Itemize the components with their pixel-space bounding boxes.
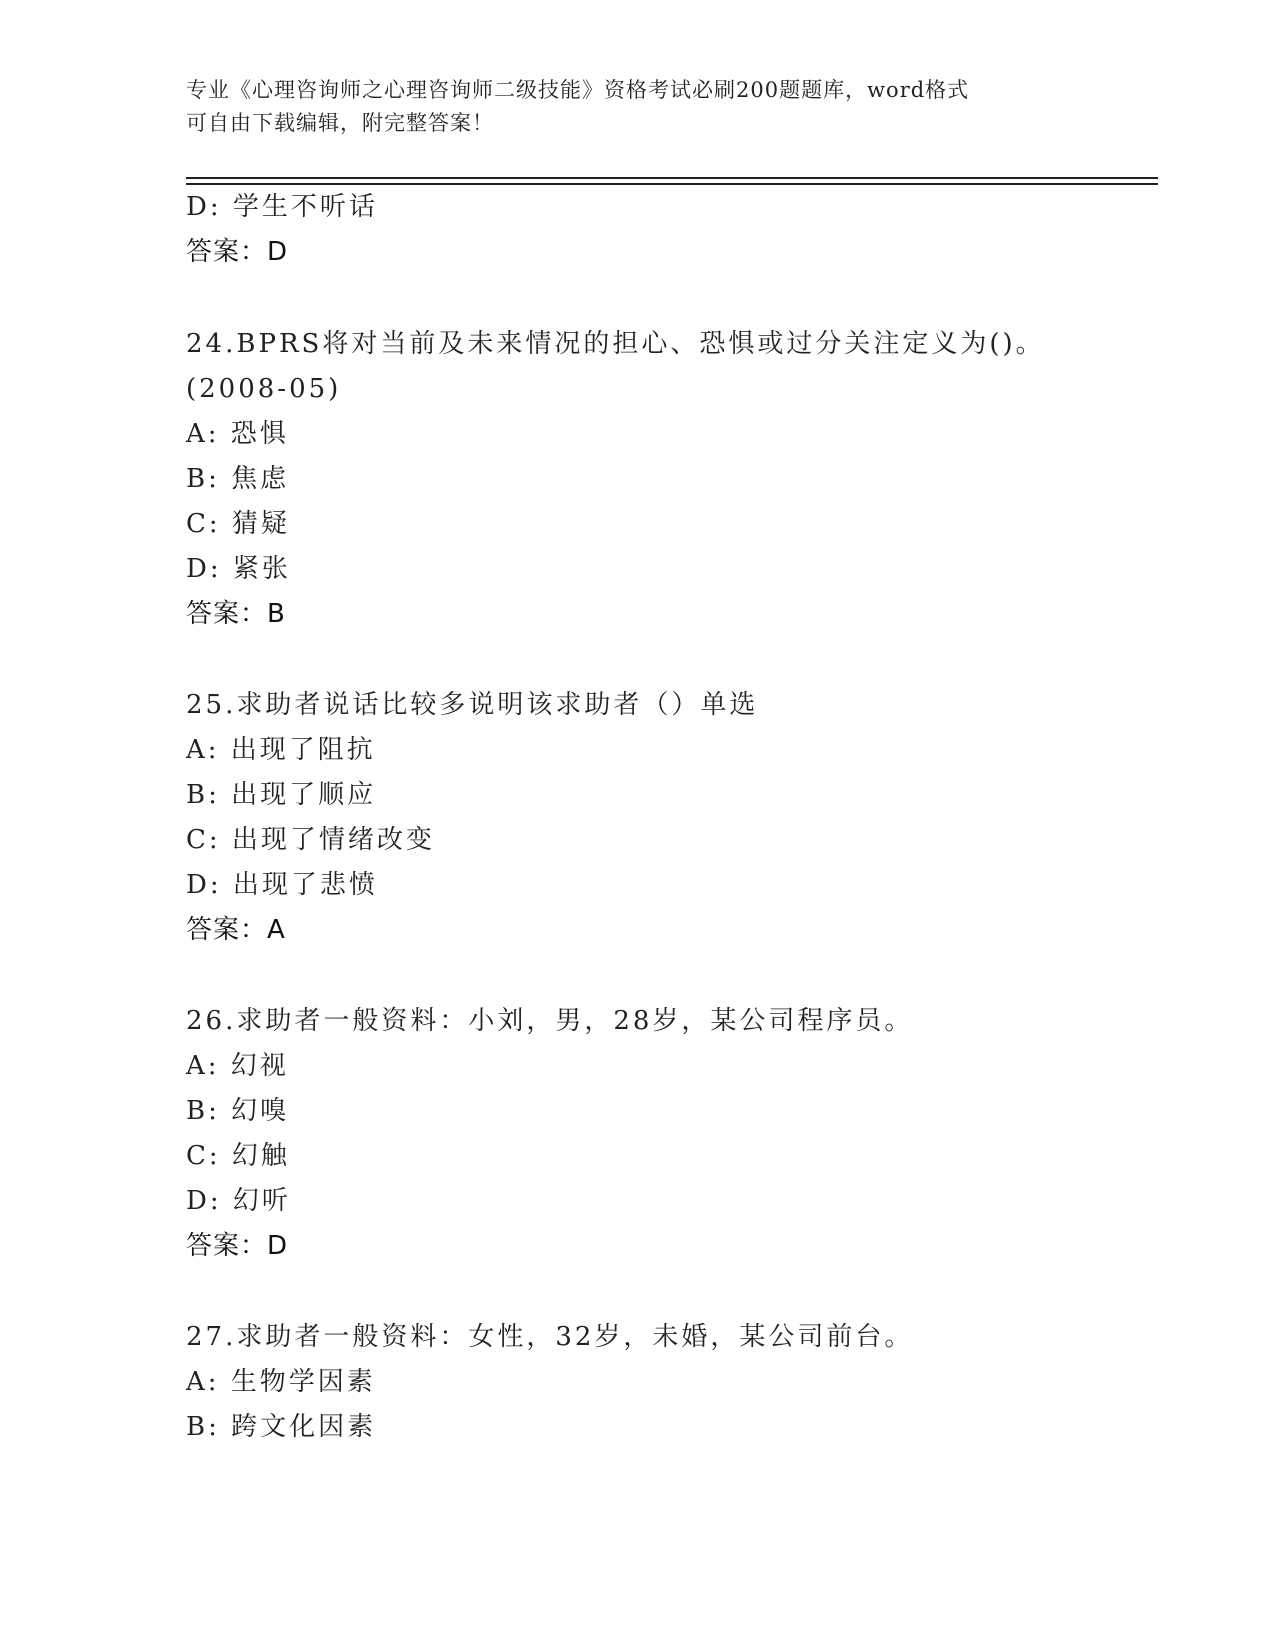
question-25-option-b: B: 出现了顺应 xyxy=(186,780,377,810)
question-27-option-a: A: 生物学因素 xyxy=(186,1367,376,1397)
question-26-option-d: D: 幻听 xyxy=(186,1186,291,1216)
header-rule-top xyxy=(186,177,1158,179)
question-24-answer: 答案：B xyxy=(186,599,286,629)
header-title-line-1: 专业《心理咨询师之心理咨询师二级技能》资格考试必刷200题题库，word格式 xyxy=(186,78,970,102)
question-25-option-d: D: 出现了悲愤 xyxy=(186,870,378,900)
question-25-option-a: A: 出现了阻抗 xyxy=(186,735,376,765)
question-24-option-c: C: 猜疑 xyxy=(186,509,290,539)
question-27-stem: 27.求助者一般资料：女性，32岁，未婚，某公司前台。 xyxy=(186,1322,914,1352)
question-24-stem-cont: (2008-05) xyxy=(186,374,342,404)
question-24-option-b: B: 焦虑 xyxy=(186,464,290,494)
prev-answer: 答案：D xyxy=(186,237,289,267)
prev-option-d: D: 学生不听话 xyxy=(186,192,378,222)
question-26-option-c: C: 幻触 xyxy=(186,1141,290,1171)
question-25-answer: 答案：A xyxy=(186,915,286,945)
question-27-option-b: B: 跨文化因素 xyxy=(186,1412,377,1442)
question-26-answer: 答案：D xyxy=(186,1231,289,1261)
header-rule-bottom xyxy=(186,183,1158,185)
question-24-stem: 24.BPRS将对当前及未来情况的担心、恐惧或过分关注定义为()。 xyxy=(186,329,1045,359)
header-title-line-2: 可自由下载编辑，附完整答案！ xyxy=(186,111,494,135)
question-26-stem: 26.求助者一般资料：小刘，男，28岁，某公司程序员。 xyxy=(186,1006,914,1036)
question-24-option-d: D: 紧张 xyxy=(186,554,291,584)
question-25-option-c: C: 出现了情绪改变 xyxy=(186,825,435,855)
question-26-option-a: A: 幻视 xyxy=(186,1051,289,1081)
question-25-stem: 25.求助者说话比较多说明该求助者（）单选 xyxy=(186,690,759,720)
question-26-option-b: B: 幻嗅 xyxy=(186,1096,290,1126)
question-24-option-a: A: 恐惧 xyxy=(186,419,289,449)
document-header xyxy=(186,74,1086,140)
